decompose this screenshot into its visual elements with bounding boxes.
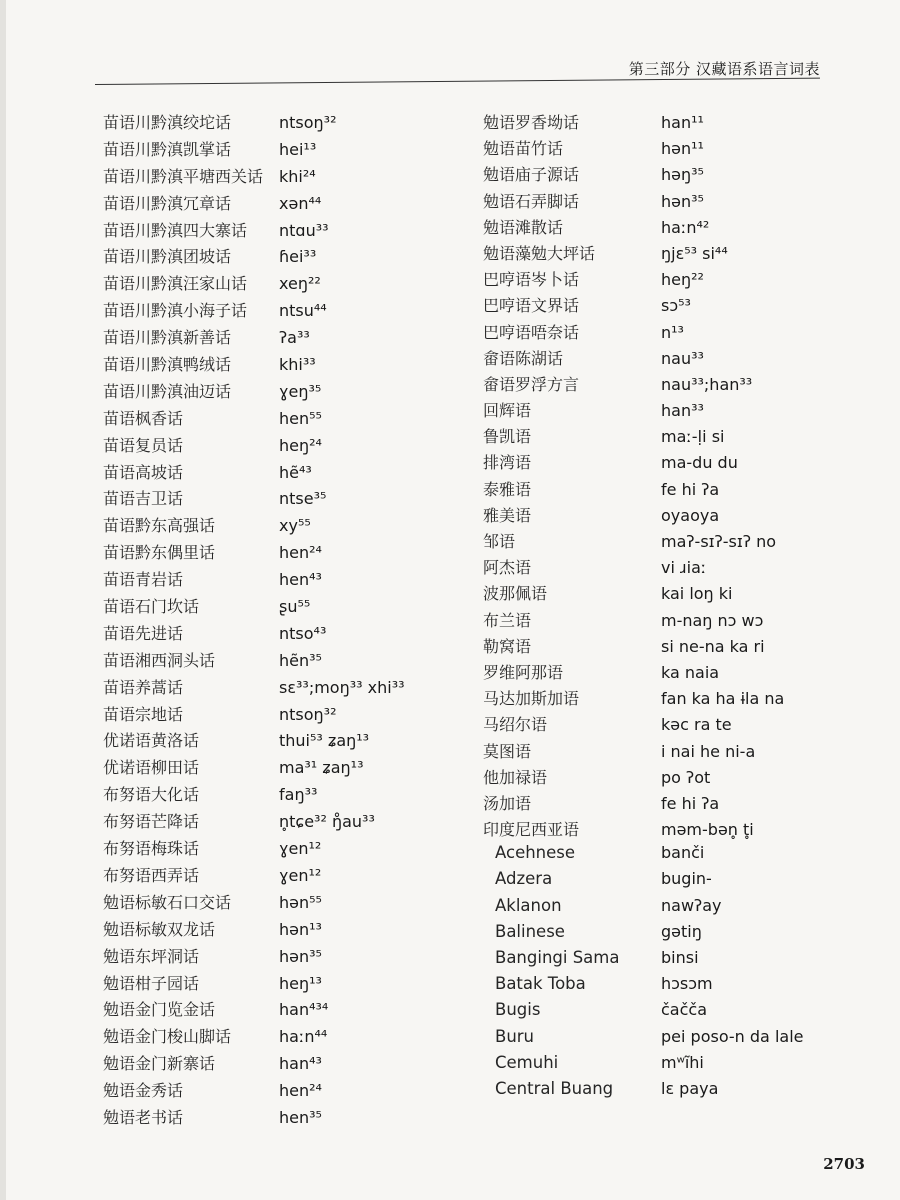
language-name: 布努语梅珠话 — [103, 839, 200, 859]
entry-row — [483, 529, 843, 555]
entry-row — [483, 922, 843, 948]
entry-row — [103, 1024, 473, 1051]
word-form: heŋ²² — [661, 270, 704, 290]
entry-row — [483, 450, 843, 476]
language-name: 优诺语黄洛话 — [103, 731, 200, 751]
word-form: hei¹³ — [279, 139, 317, 159]
word-form: nau³³ — [661, 348, 704, 368]
language-name: 布努语芒降话 — [103, 812, 200, 832]
language-name: 勉语柑子园话 — [103, 973, 200, 993]
word-form: hen³⁵ — [279, 1107, 322, 1127]
language-name: 苗语川黔滇鸭绒话 — [103, 355, 232, 375]
word-form: i nai he ni-a — [661, 741, 756, 761]
language-name: 马绍尔语 — [483, 715, 548, 735]
language-name: 排湾语 — [483, 453, 532, 473]
language-name: 回辉语 — [483, 401, 532, 421]
language-name: 苗语黔东偶里话 — [103, 543, 216, 563]
word-form: haːn⁴² — [661, 217, 710, 237]
word-form: həŋ³⁵ — [661, 165, 704, 185]
language-name: 鲁凯语 — [483, 427, 532, 447]
left-column — [103, 110, 473, 1132]
entry-row — [103, 944, 473, 971]
entry-row — [103, 191, 473, 218]
language-name: 邹语 — [483, 532, 516, 551]
word-form: m-naŋ nɔ wɔ — [661, 610, 764, 630]
entry-row — [483, 189, 843, 215]
word-form: pei poso-n da lale — [661, 1026, 804, 1046]
right-column — [483, 110, 843, 1105]
entry-row — [483, 346, 843, 372]
entry-row — [103, 890, 473, 917]
language-name: 布兰语 — [483, 610, 532, 630]
word-form: hɔsɔm — [661, 974, 713, 994]
entry-row — [483, 555, 843, 581]
entry-row — [103, 298, 473, 325]
word-form: hən⁵⁵ — [279, 892, 322, 912]
word-form: ntsoŋ³² — [279, 704, 337, 724]
entry-row — [483, 765, 843, 791]
language-name: 印度尼西亚语 — [483, 820, 580, 840]
entry-row — [103, 594, 473, 621]
entry-row — [103, 244, 473, 271]
language-name: 巴哼语岑卜话 — [483, 270, 580, 290]
entry-row — [483, 162, 843, 188]
word-form: maʔ-sɪʔ-sɪʔ no — [661, 532, 777, 551]
entry-row — [483, 712, 843, 738]
word-form: lɛ paya — [661, 1078, 719, 1098]
language-name: 苗语复员话 — [103, 435, 184, 455]
word-form: xən⁴⁴ — [279, 193, 322, 213]
language-name: Cemuhi — [495, 1052, 559, 1072]
language-name: 罗维阿那语 — [483, 662, 564, 682]
language-name: 勉语老书话 — [103, 1107, 184, 1127]
word-form: hen⁵⁵ — [279, 408, 322, 428]
language-name: 莫图语 — [483, 741, 532, 761]
language-name: 勉语标敏石口交话 — [103, 892, 232, 912]
language-name: 勉语东坪洞话 — [103, 946, 200, 966]
word-form: ɣeŋ³⁵ — [279, 381, 322, 401]
word-form: maː-ḷi si — [661, 427, 725, 447]
entry-row — [483, 660, 843, 686]
language-name: 苗语宗地话 — [103, 704, 184, 724]
word-form: ŋjɛ⁵³ si⁴⁴ — [661, 243, 728, 263]
entry-row — [103, 836, 473, 863]
language-name: 雅美语 — [483, 505, 532, 525]
word-form: hen⁴³ — [279, 570, 322, 590]
language-name: 巴哼语文界话 — [483, 296, 580, 316]
word-form: məm-bən̥ t̥i — [661, 820, 754, 840]
entry-row — [103, 433, 473, 460]
word-form: sɛ³³;moŋ³³ xhi³³ — [279, 677, 405, 697]
word-form: kəc ra te — [661, 715, 732, 735]
word-form: heŋ²⁴ — [279, 435, 322, 455]
entry-row — [483, 110, 843, 136]
language-name: 苗语吉卫话 — [103, 489, 184, 509]
word-form: xeŋ²² — [279, 274, 321, 294]
word-form: n̥tɕe³² ŋ̊au³³ — [279, 812, 375, 832]
entry-row — [103, 460, 473, 487]
word-form: fe hi ʔa — [661, 479, 720, 499]
entry-row — [103, 1105, 473, 1132]
entry-row — [483, 398, 843, 424]
language-name: 苗语川黔滇团坡话 — [103, 247, 232, 267]
entry-row — [483, 424, 843, 450]
word-form: hen²⁴ — [279, 1081, 322, 1101]
entry-row — [483, 739, 843, 765]
language-name: 巴哼语唔奈话 — [483, 322, 580, 342]
entry-row — [103, 997, 473, 1024]
word-form: ntse³⁵ — [279, 489, 327, 509]
entry-row — [483, 817, 843, 843]
entry-row — [483, 477, 843, 503]
word-form: n¹³ — [661, 322, 684, 342]
entry-row — [103, 648, 473, 675]
word-form: hẽ⁴³ — [279, 462, 312, 482]
entry-row — [483, 686, 843, 712]
word-form: haːn⁴⁴ — [279, 1027, 328, 1047]
word-form: ɣen¹² — [279, 865, 322, 885]
language-name: 勉语滩散话 — [483, 217, 564, 237]
word-form: ntso⁴³ — [279, 623, 327, 643]
word-form: ntsoŋ³² — [279, 113, 337, 132]
word-form: khi²⁴ — [279, 166, 316, 186]
entry-row — [483, 293, 843, 319]
entry-row — [103, 137, 473, 164]
entry-row — [483, 869, 843, 895]
word-form: fe hi ʔa — [661, 793, 720, 813]
word-form: ma-du du — [661, 453, 738, 473]
entry-row — [103, 728, 473, 755]
word-form: hən¹³ — [279, 919, 322, 939]
word-form: bugin- — [661, 869, 712, 889]
word-form: faŋ³³ — [279, 785, 318, 805]
language-name: 苗语枫香话 — [103, 408, 184, 428]
word-form: hen²⁴ — [279, 543, 322, 563]
word-form: hən³⁵ — [279, 946, 322, 966]
entry-row — [103, 1051, 473, 1078]
word-form: ka naia — [661, 662, 720, 682]
language-name: 布努语大化话 — [103, 785, 200, 805]
word-form: hən¹¹ — [661, 139, 704, 159]
word-form: nau³³;han³³ — [661, 374, 753, 394]
entry-row — [103, 863, 473, 890]
entry-row — [483, 241, 843, 267]
word-form: han³³ — [661, 401, 704, 421]
language-name: Bangingi Sama — [495, 948, 620, 967]
word-form: hẽn³⁵ — [279, 650, 322, 670]
word-form: xy⁵⁵ — [279, 516, 311, 536]
language-name: 畲语罗浮方言 — [483, 374, 580, 394]
word-form: si ne-na ka ri — [661, 636, 765, 656]
language-name: 苗语川黔滇油迈话 — [103, 381, 232, 401]
entry-row — [103, 110, 473, 137]
entry-row — [103, 675, 473, 702]
entry-row — [483, 136, 843, 162]
entry-row — [483, 503, 843, 529]
entry-row — [103, 971, 473, 998]
language-name: 布努语西弄话 — [103, 865, 200, 885]
word-form: vi ɹiaː — [661, 558, 707, 578]
entry-row — [103, 567, 473, 594]
word-form: ɣen¹² — [279, 839, 322, 859]
entry-row — [103, 325, 473, 352]
word-form: binsi — [661, 948, 699, 967]
word-form: thui⁵³ ʑaŋ¹³ — [279, 731, 370, 751]
entry-row — [103, 702, 473, 729]
language-name: 勉语罗香坳话 — [483, 113, 580, 132]
page-edge — [0, 0, 6, 1200]
language-name: 他加禄语 — [483, 767, 548, 787]
word-form: han⁴³ — [279, 1054, 322, 1074]
word-form: nawʔay — [661, 895, 722, 915]
language-name: 畲语陈湖话 — [483, 348, 564, 368]
language-name: 勉语金门览金话 — [103, 1000, 216, 1020]
entry-row — [483, 1053, 843, 1079]
language-name: Buru — [495, 1026, 535, 1046]
language-name: 波那佩语 — [483, 584, 548, 604]
entry-row — [483, 215, 843, 241]
language-name: Central Buang — [495, 1078, 614, 1098]
language-name: 苗语黔东高强话 — [103, 516, 216, 536]
word-form: kai loŋ ki — [661, 584, 733, 604]
language-name: 马达加斯加语 — [483, 689, 580, 709]
page-number: 2703 — [823, 1155, 865, 1173]
entry-row — [103, 621, 473, 648]
running-head: 第三部分 汉藏语系语言词表 — [628, 60, 820, 78]
entry-row — [483, 372, 843, 398]
language-name: 勉语标敏双龙话 — [103, 919, 216, 939]
entry-row — [483, 974, 843, 1000]
word-form: čačča — [661, 1000, 707, 1020]
language-name: 勉语金门梭山脚话 — [103, 1027, 232, 1047]
language-name: 阿杰语 — [483, 558, 532, 578]
entry-row — [103, 164, 473, 191]
language-name: 勉语金秀话 — [103, 1081, 184, 1101]
entry-row — [103, 486, 473, 513]
entry-row — [483, 581, 843, 607]
language-name: 苗语川黔滇新善话 — [103, 328, 232, 348]
language-name: 苗语石门坎话 — [103, 597, 200, 617]
language-name: Adzera — [495, 869, 553, 889]
language-name: 苗语高坡话 — [103, 462, 184, 482]
entry-row — [483, 791, 843, 817]
language-name: 汤加语 — [483, 793, 532, 813]
entry-row — [103, 1078, 473, 1105]
word-form: banči — [661, 843, 705, 863]
language-name: 苗语青岩话 — [103, 570, 184, 590]
language-name: 苗语先进话 — [103, 623, 184, 643]
word-form: sɔ⁵³ — [661, 296, 691, 316]
word-form: gətiŋ — [661, 921, 702, 941]
entry-row — [483, 1027, 843, 1053]
entry-row — [103, 809, 473, 836]
language-name: 苗语川黔滇平塘西关话 — [103, 166, 264, 186]
entry-row — [483, 948, 843, 974]
entry-row — [483, 634, 843, 660]
entry-row — [103, 352, 473, 379]
word-form: po ʔot — [661, 767, 711, 787]
entry-row — [483, 896, 843, 922]
language-name: 勉语庙子源话 — [483, 165, 580, 185]
word-form: ma³¹ ʑaŋ¹³ — [279, 758, 364, 778]
language-name: 苗语川黔滇冗章话 — [103, 193, 232, 213]
language-name: 苗语养蒿话 — [103, 677, 184, 697]
entry-row — [103, 379, 473, 406]
language-name: 优诺语柳田话 — [103, 758, 200, 778]
word-form: ʂu⁵⁵ — [279, 597, 311, 617]
entry-row — [483, 267, 843, 293]
entry-row — [103, 755, 473, 782]
word-form: oyaoya — [661, 505, 720, 525]
entry-row — [483, 320, 843, 346]
language-name: 勉语金门新寨话 — [103, 1054, 216, 1074]
language-name: Balinese — [495, 921, 565, 941]
entry-row — [103, 218, 473, 245]
language-name: 苗语川黔滇小海子话 — [103, 301, 248, 321]
language-name: 泰雅语 — [483, 479, 532, 499]
entry-row — [103, 540, 473, 567]
language-name: 勉语苗竹话 — [483, 139, 564, 159]
word-form: fan ka ha ɨla na — [661, 689, 785, 709]
word-form: han⁴³⁴ — [279, 1000, 329, 1020]
word-form: ntsu⁴⁴ — [279, 301, 327, 321]
entry-row — [103, 782, 473, 809]
entry-row — [103, 271, 473, 298]
word-form: ɦei³³ — [279, 247, 317, 267]
word-form: han¹¹ — [661, 113, 704, 132]
entry-row — [103, 513, 473, 540]
language-name: 苗语川黔滇凯掌话 — [103, 139, 232, 159]
language-name: 苗语川黔滇汪家山话 — [103, 274, 248, 294]
language-name: Acehnese — [495, 843, 576, 863]
word-form: hən³⁵ — [661, 191, 704, 211]
language-name: Bugis — [495, 1000, 541, 1020]
language-name: 勒窝语 — [483, 636, 532, 656]
word-form: mʷĩhi — [661, 1052, 704, 1072]
word-form: khi³³ — [279, 355, 316, 375]
language-name: 苗语川黔滇四大寨话 — [103, 220, 248, 240]
language-name: 苗语湘西洞头话 — [103, 650, 216, 670]
language-name: Aklanon — [495, 895, 562, 915]
word-form: heŋ¹³ — [279, 973, 322, 993]
language-name: 勉语石弄脚话 — [483, 191, 580, 211]
word-form: ntɑu³³ — [279, 220, 329, 240]
entry-row — [483, 608, 843, 634]
header-rule — [95, 78, 820, 85]
entry-row — [483, 843, 843, 869]
word-form: ʔa³³ — [279, 328, 310, 348]
entry-row — [103, 917, 473, 944]
entry-row — [483, 1079, 843, 1105]
language-name: 勉语藻勉大坪话 — [483, 243, 596, 263]
entry-row — [103, 406, 473, 433]
language-name: 苗语川黔滇绞坨话 — [103, 113, 232, 132]
language-name: Batak Toba — [495, 974, 586, 994]
entry-row — [483, 1000, 843, 1026]
